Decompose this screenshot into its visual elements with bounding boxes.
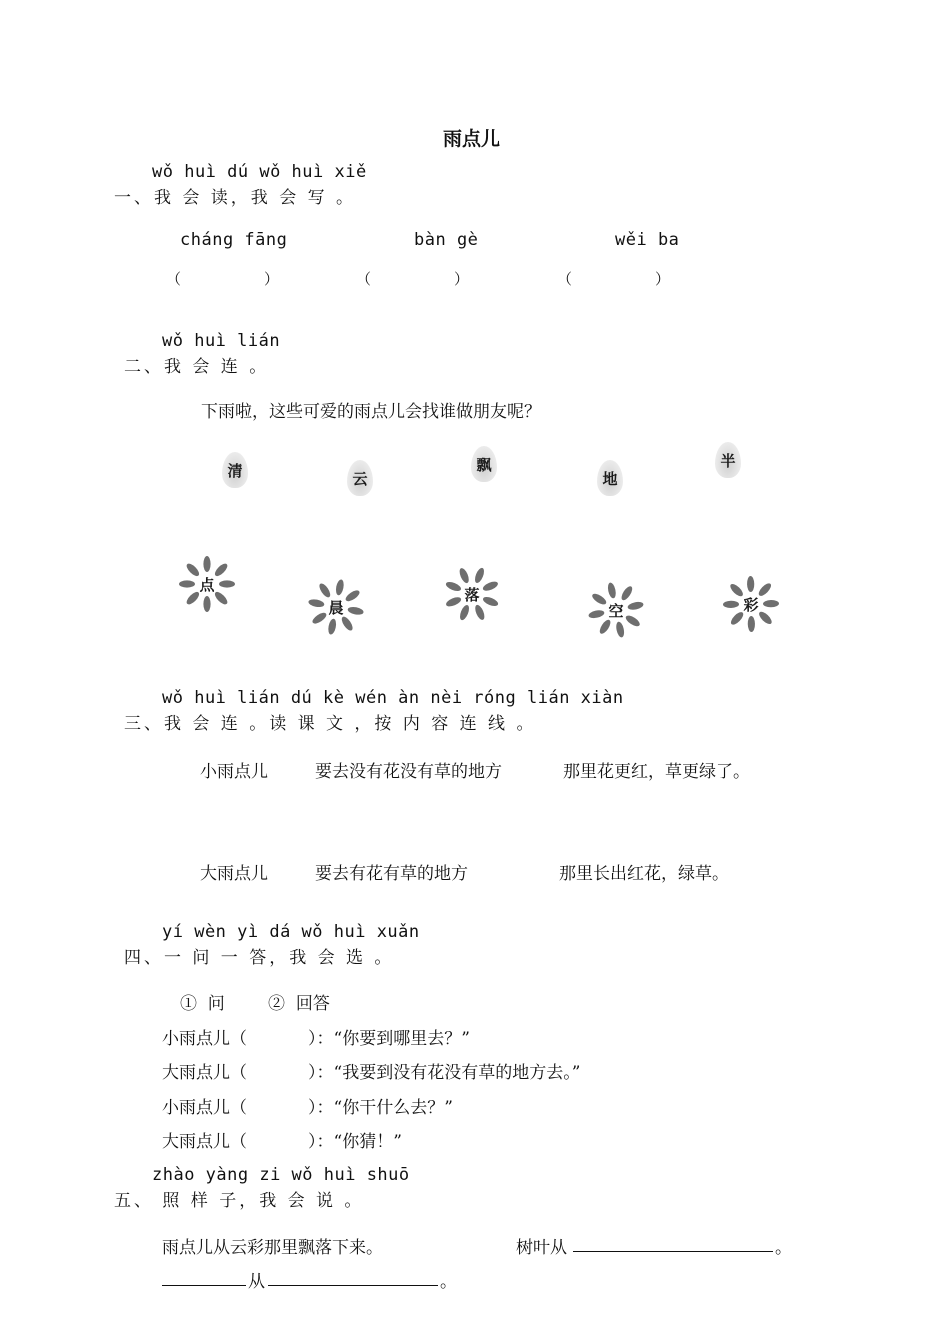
raindrop-char: 半 bbox=[720, 451, 736, 470]
answer-box-2-open: （ bbox=[356, 270, 372, 288]
flower-1[interactable] bbox=[175, 552, 239, 616]
dialogue-answer-3[interactable] bbox=[256, 1091, 308, 1113]
answer-box-2[interactable] bbox=[374, 266, 452, 288]
raindrop-3[interactable] bbox=[467, 444, 501, 484]
flower-5[interactable] bbox=[719, 572, 783, 636]
dialogue-text-2: ）：“我要到没有花没有草的地方去。” bbox=[308, 1063, 581, 1083]
dialogue-speaker-2: 大雨点儿（ bbox=[162, 1063, 247, 1083]
dialogue-speaker-3: 小雨点儿（ bbox=[162, 1098, 247, 1118]
section2-prompt: 下雨啦，这些可爱的雨点儿会找谁做朋友呢？ bbox=[201, 402, 541, 422]
dialogue-text-3: ）：“你干什么去？” bbox=[308, 1098, 453, 1118]
flower-char: 晨 bbox=[328, 598, 344, 617]
match-middle-2[interactable]: 要去有花有草的地方 bbox=[315, 864, 468, 884]
flower-3[interactable] bbox=[440, 562, 504, 626]
flower-2[interactable] bbox=[304, 575, 368, 639]
dialogue-text-1: ）：“你要到哪里去？” bbox=[308, 1029, 470, 1049]
section1-word-2: bàn gè bbox=[414, 230, 479, 250]
raindrop-char: 清 bbox=[227, 461, 243, 480]
dialogue-answer-2[interactable] bbox=[256, 1056, 308, 1078]
dialogue-answer-1[interactable] bbox=[256, 1022, 308, 1044]
match-left-2[interactable]: 大雨点儿 bbox=[200, 864, 268, 884]
fill-blank-3[interactable] bbox=[268, 1285, 438, 1286]
section4-heading: 四、一 问 一 答，我 会 选 。 bbox=[124, 948, 395, 968]
flower-4[interactable] bbox=[584, 578, 648, 642]
section4-pinyin: yí wèn yì dá wǒ huì xuǎn bbox=[162, 922, 420, 942]
answer-box-3[interactable] bbox=[575, 266, 653, 288]
section2-pinyin: wǒ huì lián bbox=[162, 331, 281, 351]
prompt-leaves-from: 树叶从 bbox=[516, 1238, 567, 1258]
flower-char: 点 bbox=[199, 575, 215, 594]
answer-box-1-close: ） bbox=[264, 270, 280, 288]
raindrop-char: 地 bbox=[602, 469, 618, 488]
answer-box-2-close: ） bbox=[454, 270, 470, 288]
dialogue-speaker-1: 小雨点儿（ bbox=[162, 1029, 247, 1049]
page-title: 雨点儿 bbox=[443, 128, 501, 150]
fill-blank-3-period: 。 bbox=[440, 1272, 457, 1292]
section5-pinyin: zhào yàng zi wǒ huì shuō bbox=[152, 1165, 410, 1185]
example-sentence: 雨点儿从云彩那里飘落下来。 bbox=[162, 1238, 383, 1258]
raindrop-5[interactable] bbox=[711, 440, 745, 480]
answer-box-3-open: （ bbox=[557, 270, 573, 288]
raindrop-char: 飘 bbox=[476, 455, 492, 474]
raindrop-4[interactable] bbox=[593, 458, 627, 498]
match-right-1[interactable]: 那里花更红，草更绿了。 bbox=[563, 762, 750, 782]
answer-box-3-close: ） bbox=[655, 270, 671, 288]
word-cong: 从 bbox=[248, 1272, 265, 1292]
dialogue-text-4: ）：“你猜！” bbox=[308, 1132, 402, 1152]
raindrop-2[interactable] bbox=[343, 458, 377, 498]
section1-heading: 一、我 会 读，我 会 写 。 bbox=[114, 188, 357, 208]
section5-heading: 五、 照 样 子，我 会 说 。 bbox=[114, 1191, 365, 1211]
answer-box-1-open: （ bbox=[166, 270, 182, 288]
section1-pinyin: wǒ huì dú wǒ huì xiě bbox=[152, 162, 367, 182]
section1-word-3: wěi ba bbox=[615, 230, 680, 250]
flower-char: 落 bbox=[464, 585, 480, 604]
raindrop-char: 云 bbox=[352, 469, 368, 488]
flower-char: 空 bbox=[608, 601, 624, 620]
flower-char: 彩 bbox=[743, 595, 759, 614]
fill-blank-2[interactable] bbox=[162, 1285, 246, 1286]
match-middle-1[interactable]: 要去没有花没有草的地方 bbox=[315, 762, 502, 782]
section4-options: ① 问 ② 回答 bbox=[180, 994, 330, 1014]
section1-word-1: cháng fāng bbox=[180, 230, 288, 250]
dialogue-answer-4[interactable] bbox=[256, 1125, 308, 1147]
dialogue-speaker-4: 大雨点儿（ bbox=[162, 1132, 247, 1152]
match-left-1[interactable]: 小雨点儿 bbox=[200, 762, 268, 782]
fill-blank-1[interactable] bbox=[573, 1251, 773, 1252]
match-right-2[interactable]: 那里长出红花，绿草。 bbox=[559, 864, 729, 884]
section2-heading: 二、我 会 连 。 bbox=[124, 357, 270, 377]
section3-pinyin: wǒ huì lián dú kè wén àn nèi róng lián xiàn bbox=[162, 688, 624, 708]
raindrop-1[interactable] bbox=[218, 450, 252, 490]
section3-heading: 三、我 会 连 。读 课 文 ，按 内 容 连 线 。 bbox=[124, 714, 537, 734]
answer-box-1[interactable] bbox=[184, 266, 262, 288]
fill-blank-1-period: 。 bbox=[775, 1238, 792, 1258]
